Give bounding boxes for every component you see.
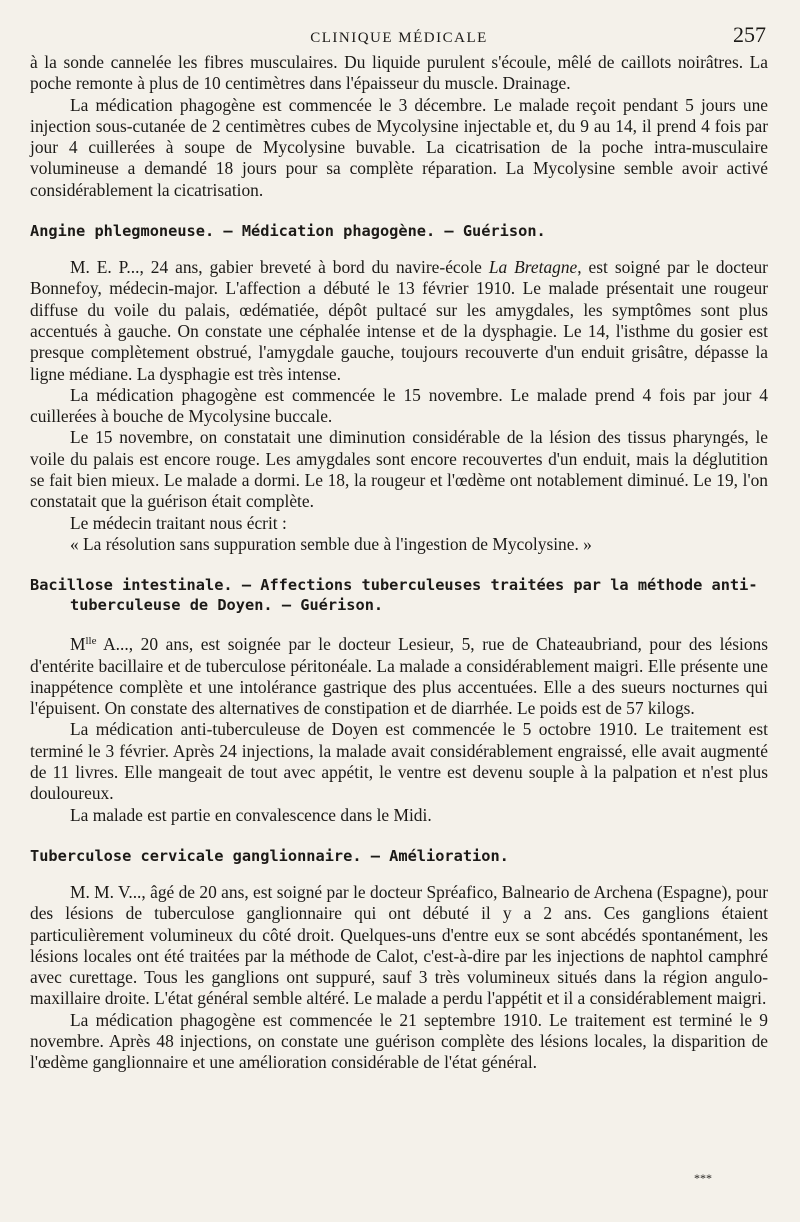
paragraph: La malade est partie en convalescence dans le Midi. — [70, 804, 432, 825]
paragraph: M. M. V..., âgé de 20 ans, est soigné par le docteur Spréafico, Balneario de Archena (Espagne), pour des lésions de tuberculose ganglionnaire qui ont débuté il y a 2 ans. Ces ganglions étaient particulièrement volumineux du côté droit. Quelques-uns d'entre eux se sont abcédés spontanément, les lésions locales ont été traitées par la méthode de Calot, c'est-à-dire par les injections de naphtol camphré avec curettage. Tous les ganglions ont suppuré, sauf 3 très volumineux situés dans la région angulo-maxillaire droite. L'état général semble altéré. Le malade a perdu l'appétit et il a considérablement maigri. — [30, 881, 768, 1009]
case-angine-phlegmoneuse — [30, 221, 768, 555]
ship-name: La Bretagne — [488, 257, 578, 278]
paragraph: Le 15 novembre, on constatait une diminution considérable de la lésion des tissus pharyngés, le voile du palais est encore rouge. Les amygdales sont encore recouvertes d'un enduit, mais la déglutition se fait bien mieux. Le malade a dormi. Le 18, la rougeur et l'œdème ont notablement diminué. Le 19, l'on constatait que la guérison était complète. — [30, 427, 768, 512]
continued-case — [30, 52, 768, 201]
text-run: , est soigné par le docteur Bonnefoy, médecin-major. L'affection a débuté le 13 février 1910. Le malade présentait une rougeur diffuse du voile du palais, œdématiée, dépôt pultacé sur les amygdales, les symptômes sont plus accentués à gauche. On constate une céphalée intense et de la dysphagie. Le 14, l'isthme du gosier est presque complètement obstrué, l'amygdale gauche, toujours recouverte d'un enduit grisâtre, dépasse la ligne médiane. La dysphagie est très intense. — [30, 257, 768, 384]
paragraph: Le médecin traitant nous écrit : — [70, 512, 287, 533]
text-run: M — [70, 634, 86, 655]
paragraph: La médication phagogène est commencée le 3 décembre. Le malade reçoit pendant 5 jours une injection sous-cutanée de 2 centimètres cubes de Mycolysine injectable et, du 9 au 14, il prend 4 fois par jour 4 cuillerées à soupe de Mycolysine buvable. La cicatrisation de la poche intra-musculaire volumineuse a demandé 18 jours pour sa complète réparation. La Mycolysine semble avoir activé considérablement la cicatrisation. — [30, 94, 768, 200]
text-run: M. E. P..., 24 ans, gabier breveté à bord du navire-école — [70, 257, 489, 278]
section-title: Bacillose intestinale. — Affections tuberculeuses traitées par la méthode anti-tuberculeuse de Doyen. — Guérison. — [30, 576, 758, 615]
section-title: Angine phlegmoneuse. — Médication phagogène. — Guérison. — [30, 222, 546, 241]
running-title: CLINIQUE MÉDICALE — [310, 30, 488, 46]
paragraph: La médication anti-tuberculeuse de Doyen est commencée le 5 octobre 1910. Le traitement est terminé le 3 février. Après 24 injections, la malade avait considérablement engraissé, elle avait augmenté de 11 livres. Elle mangeait de tout avec appétit, le ventre est devenu souple à la palpation et n'est plus douloureux. — [30, 719, 768, 804]
page-number: 257 — [733, 22, 766, 47]
case-bacillose-intestinale — [30, 575, 768, 826]
paragraph — [30, 257, 768, 385]
running-head — [30, 18, 768, 52]
end-mark: *** — [694, 1171, 712, 1185]
section-title: Tuberculose cervicale ganglionnaire. — Amélioration. — [30, 846, 509, 865]
paragraph — [30, 631, 768, 719]
paragraph: La médication phagogène est commencée le 21 septembre 1910. Le traitement est terminé le 9 novembre. Après 48 injections, on constate une guérison complète des lésions locales, la disparition de l'œdème ganglionnaire et une amélioration considérable de l'état général. — [30, 1009, 768, 1073]
paragraph: La médication phagogène est commencée le 15 novembre. Le malade prend 4 fois par jour 4 cuillerées à bouche de Mycolysine buccale. — [30, 384, 768, 427]
quotation: « La résolution sans suppuration semble due à l'ingestion de Mycolysine. » — [70, 533, 592, 554]
text-run: A..., 20 ans, est soignée par le docteur Lesieur, 5, rue de Chateaubriand, pour des lésions d'entérite bacillaire et de tuberculose péritonéale. La malade a considérablement maigri. Elle présente une inappétence complète et une intolérance gastrique des plus accentuées. Elle a des sueurs nocturnes qui l'épuisent. On constate des alternatives de constipation et de diarrhée. Le poids est de 57 kilogs. — [30, 634, 768, 719]
superscript: lle — [85, 635, 97, 648]
case-tuberculose-cervicale — [30, 846, 768, 1074]
paragraph: à la sonde cannelée les fibres musculaires. Du liquide purulent s'écoule, mêlé de caillots noirâtres. La poche remonte à plus de 10 centimètres dans l'épaisseur du muscle. Drainage. — [30, 52, 768, 94]
